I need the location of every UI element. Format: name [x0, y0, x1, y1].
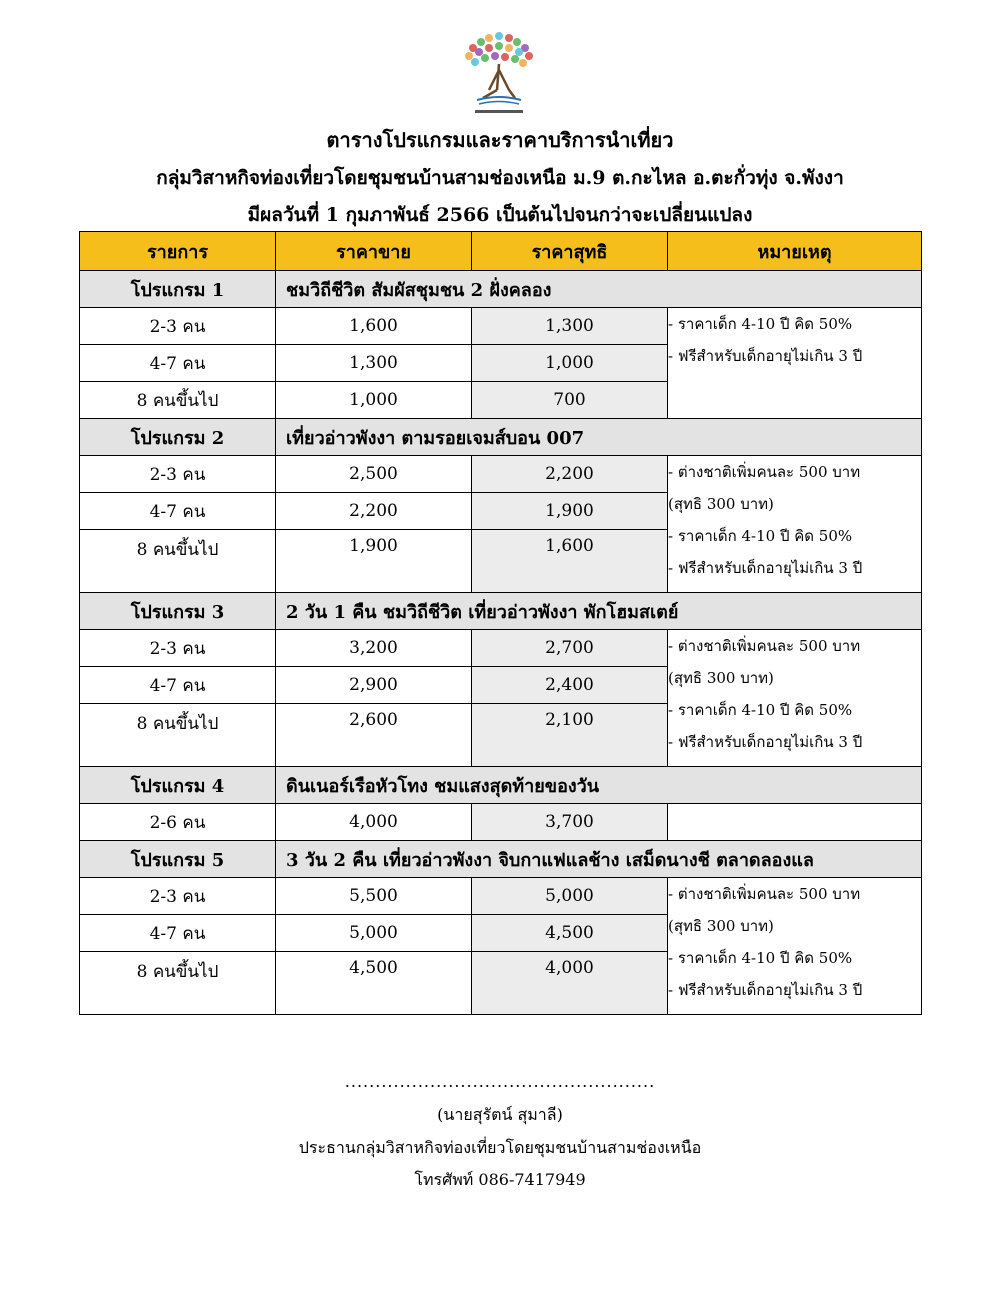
signer-name: (นายสุรัตน์ สุมาลี) [437, 1105, 563, 1124]
group-size: 2-3 คน [80, 308, 276, 345]
net-price: 2,100 [472, 704, 668, 767]
program-name: โปรแกรม 4 [80, 767, 276, 804]
sell-price: 2,900 [276, 667, 472, 704]
table-row [80, 456, 922, 493]
sell-price: 2,500 [276, 456, 472, 493]
net-price: 1,000 [472, 345, 668, 382]
net-price: 2,400 [472, 667, 668, 704]
group-size: 2-3 คน [80, 456, 276, 493]
note-line: - ราคาเด็ก 4-10 ปี คิด 50% [668, 527, 853, 545]
sell-price: 4,000 [276, 804, 472, 841]
program-description: ดินเนอร์เรือหัวโทง ชมแสงสุดท้ายของวัน [276, 767, 922, 804]
group-size: 8 คนขึ้นไป [80, 530, 276, 593]
group-size: 4-7 คน [80, 493, 276, 530]
sell-price: 5,000 [276, 915, 472, 952]
note-line: (สุทธิ 300 บาท) [668, 917, 774, 935]
price-table [79, 231, 922, 1015]
sell-price: 1,000 [276, 382, 472, 419]
net-price: 1,300 [472, 308, 668, 345]
net-price: 4,500 [472, 915, 668, 952]
column-header-item: รายการ [80, 232, 276, 271]
signer-phone: โทรศัพท์ 086-7417949 [414, 1170, 586, 1189]
note-line: - ราคาเด็ก 4-10 ปี คิด 50% [668, 949, 853, 967]
net-price: 5,000 [472, 878, 668, 915]
group-size: 2-3 คน [80, 878, 276, 915]
tree-logo-icon [453, 30, 545, 122]
net-price: 3,700 [472, 804, 668, 841]
note-line: - ราคาเด็ก 4-10 ปี คิด 50% [668, 701, 853, 719]
program-row [80, 593, 922, 630]
sell-price: 2,200 [276, 493, 472, 530]
net-price: 1,900 [472, 493, 668, 530]
sell-price: 1,300 [276, 345, 472, 382]
note-line: - ฟรีสำหรับเด็กอายุไม่เกิน 3 ปี [668, 981, 863, 999]
column-header-net-price: ราคาสุทธิ [472, 232, 668, 271]
program-name: โปรแกรม 3 [80, 593, 276, 630]
program-description: 3 วัน 2 คืน เที่ยวอ่าวพังงา จิบกาแฟแลช้าง เสม็ดนางชี ตลาดลองแล [276, 841, 922, 878]
group-size: 2-3 คน [80, 630, 276, 667]
program-row [80, 419, 922, 456]
note-line: - ฟรีสำหรับเด็กอายุไม่เกิน 3 ปี [668, 347, 863, 365]
note-line: - ฟรีสำหรับเด็กอายุไม่เกิน 3 ปี [668, 559, 863, 577]
group-size: 8 คนขึ้นไป [80, 382, 276, 419]
net-price: 700 [472, 382, 668, 419]
note-line: - ราคาเด็ก 4-10 ปี คิด 50% [668, 315, 853, 333]
page-subtitle: กลุ่มวิสาหกิจท่องเที่ยวโดยชุมชนบ้านสามช่องเหนือ ม.9 ต.กะไหล อ.ตะกั่วทุ่ง จ.พังงา [156, 167, 844, 189]
table-row [80, 308, 922, 345]
program-name: โปรแกรม 2 [80, 419, 276, 456]
net-price: 4,000 [472, 952, 668, 1015]
note-line: - ฟรีสำหรับเด็กอายุไม่เกิน 3 ปี [668, 733, 863, 751]
program-description: 2 วัน 1 คืน ชมวิถีชีวิต เที่ยวอ่าวพังงา พักโฮมสเตย์ [276, 593, 922, 630]
note-cell [668, 804, 922, 841]
sell-price: 3,200 [276, 630, 472, 667]
table-row [80, 878, 922, 915]
note-line: - ต่างชาติเพิ่มคนละ 500 บาท [668, 637, 861, 655]
column-header-note: หมายเหตุ [668, 232, 922, 271]
note-line: - ต่างชาติเพิ่มคนละ 500 บาท [668, 463, 861, 481]
table-row [80, 804, 922, 841]
group-size: 4-7 คน [80, 667, 276, 704]
effective-date: มีผลวันที่ 1 กุมภาพันธ์ 2566 เป็นต้นไปจนกว่าจะเปลี่ยนแปลง [247, 204, 753, 226]
program-row [80, 841, 922, 878]
note-cell [668, 456, 922, 593]
group-size: 4-7 คน [80, 345, 276, 382]
program-name: โปรแกรม 5 [80, 841, 276, 878]
note-cell [668, 308, 922, 419]
signature-line: ................................................... [344, 1072, 656, 1091]
program-description: ชมวิถีชีวิต สัมผัสชุมชน 2 ฝั่งคลอง [276, 271, 922, 308]
signer-position: ประธานกลุ่มวิสาหกิจท่องเที่ยวโดยชุมชนบ้านสามช่องเหนือ [298, 1138, 702, 1157]
note-cell [668, 630, 922, 767]
program-description: เที่ยวอ่าวพังงา ตามรอยเจมส์บอน 007 [276, 419, 922, 456]
net-price: 2,200 [472, 456, 668, 493]
sell-price: 1,900 [276, 530, 472, 593]
sell-price: 2,600 [276, 704, 472, 767]
sell-price: 5,500 [276, 878, 472, 915]
group-size: 8 คนขึ้นไป [80, 704, 276, 767]
net-price: 1,600 [472, 530, 668, 593]
note-cell [668, 878, 922, 1015]
program-name: โปรแกรม 1 [80, 271, 276, 308]
program-row [80, 271, 922, 308]
group-size: 4-7 คน [80, 915, 276, 952]
note-line: (สุทธิ 300 บาท) [668, 495, 774, 513]
column-header-sell-price: ราคาขาย [276, 232, 472, 271]
sell-price: 4,500 [276, 952, 472, 1015]
note-line: - ต่างชาติเพิ่มคนละ 500 บาท [668, 885, 861, 903]
note-line: (สุทธิ 300 บาท) [668, 669, 774, 687]
table-row [80, 630, 922, 667]
page-title: ตารางโปรแกรมและราคาบริการนำเที่ยว [326, 128, 674, 152]
sell-price: 1,600 [276, 308, 472, 345]
program-row [80, 767, 922, 804]
group-size: 2-6 คน [80, 804, 276, 841]
table-header-row [80, 232, 922, 271]
net-price: 2,700 [472, 630, 668, 667]
group-size: 8 คนขึ้นไป [80, 952, 276, 1015]
